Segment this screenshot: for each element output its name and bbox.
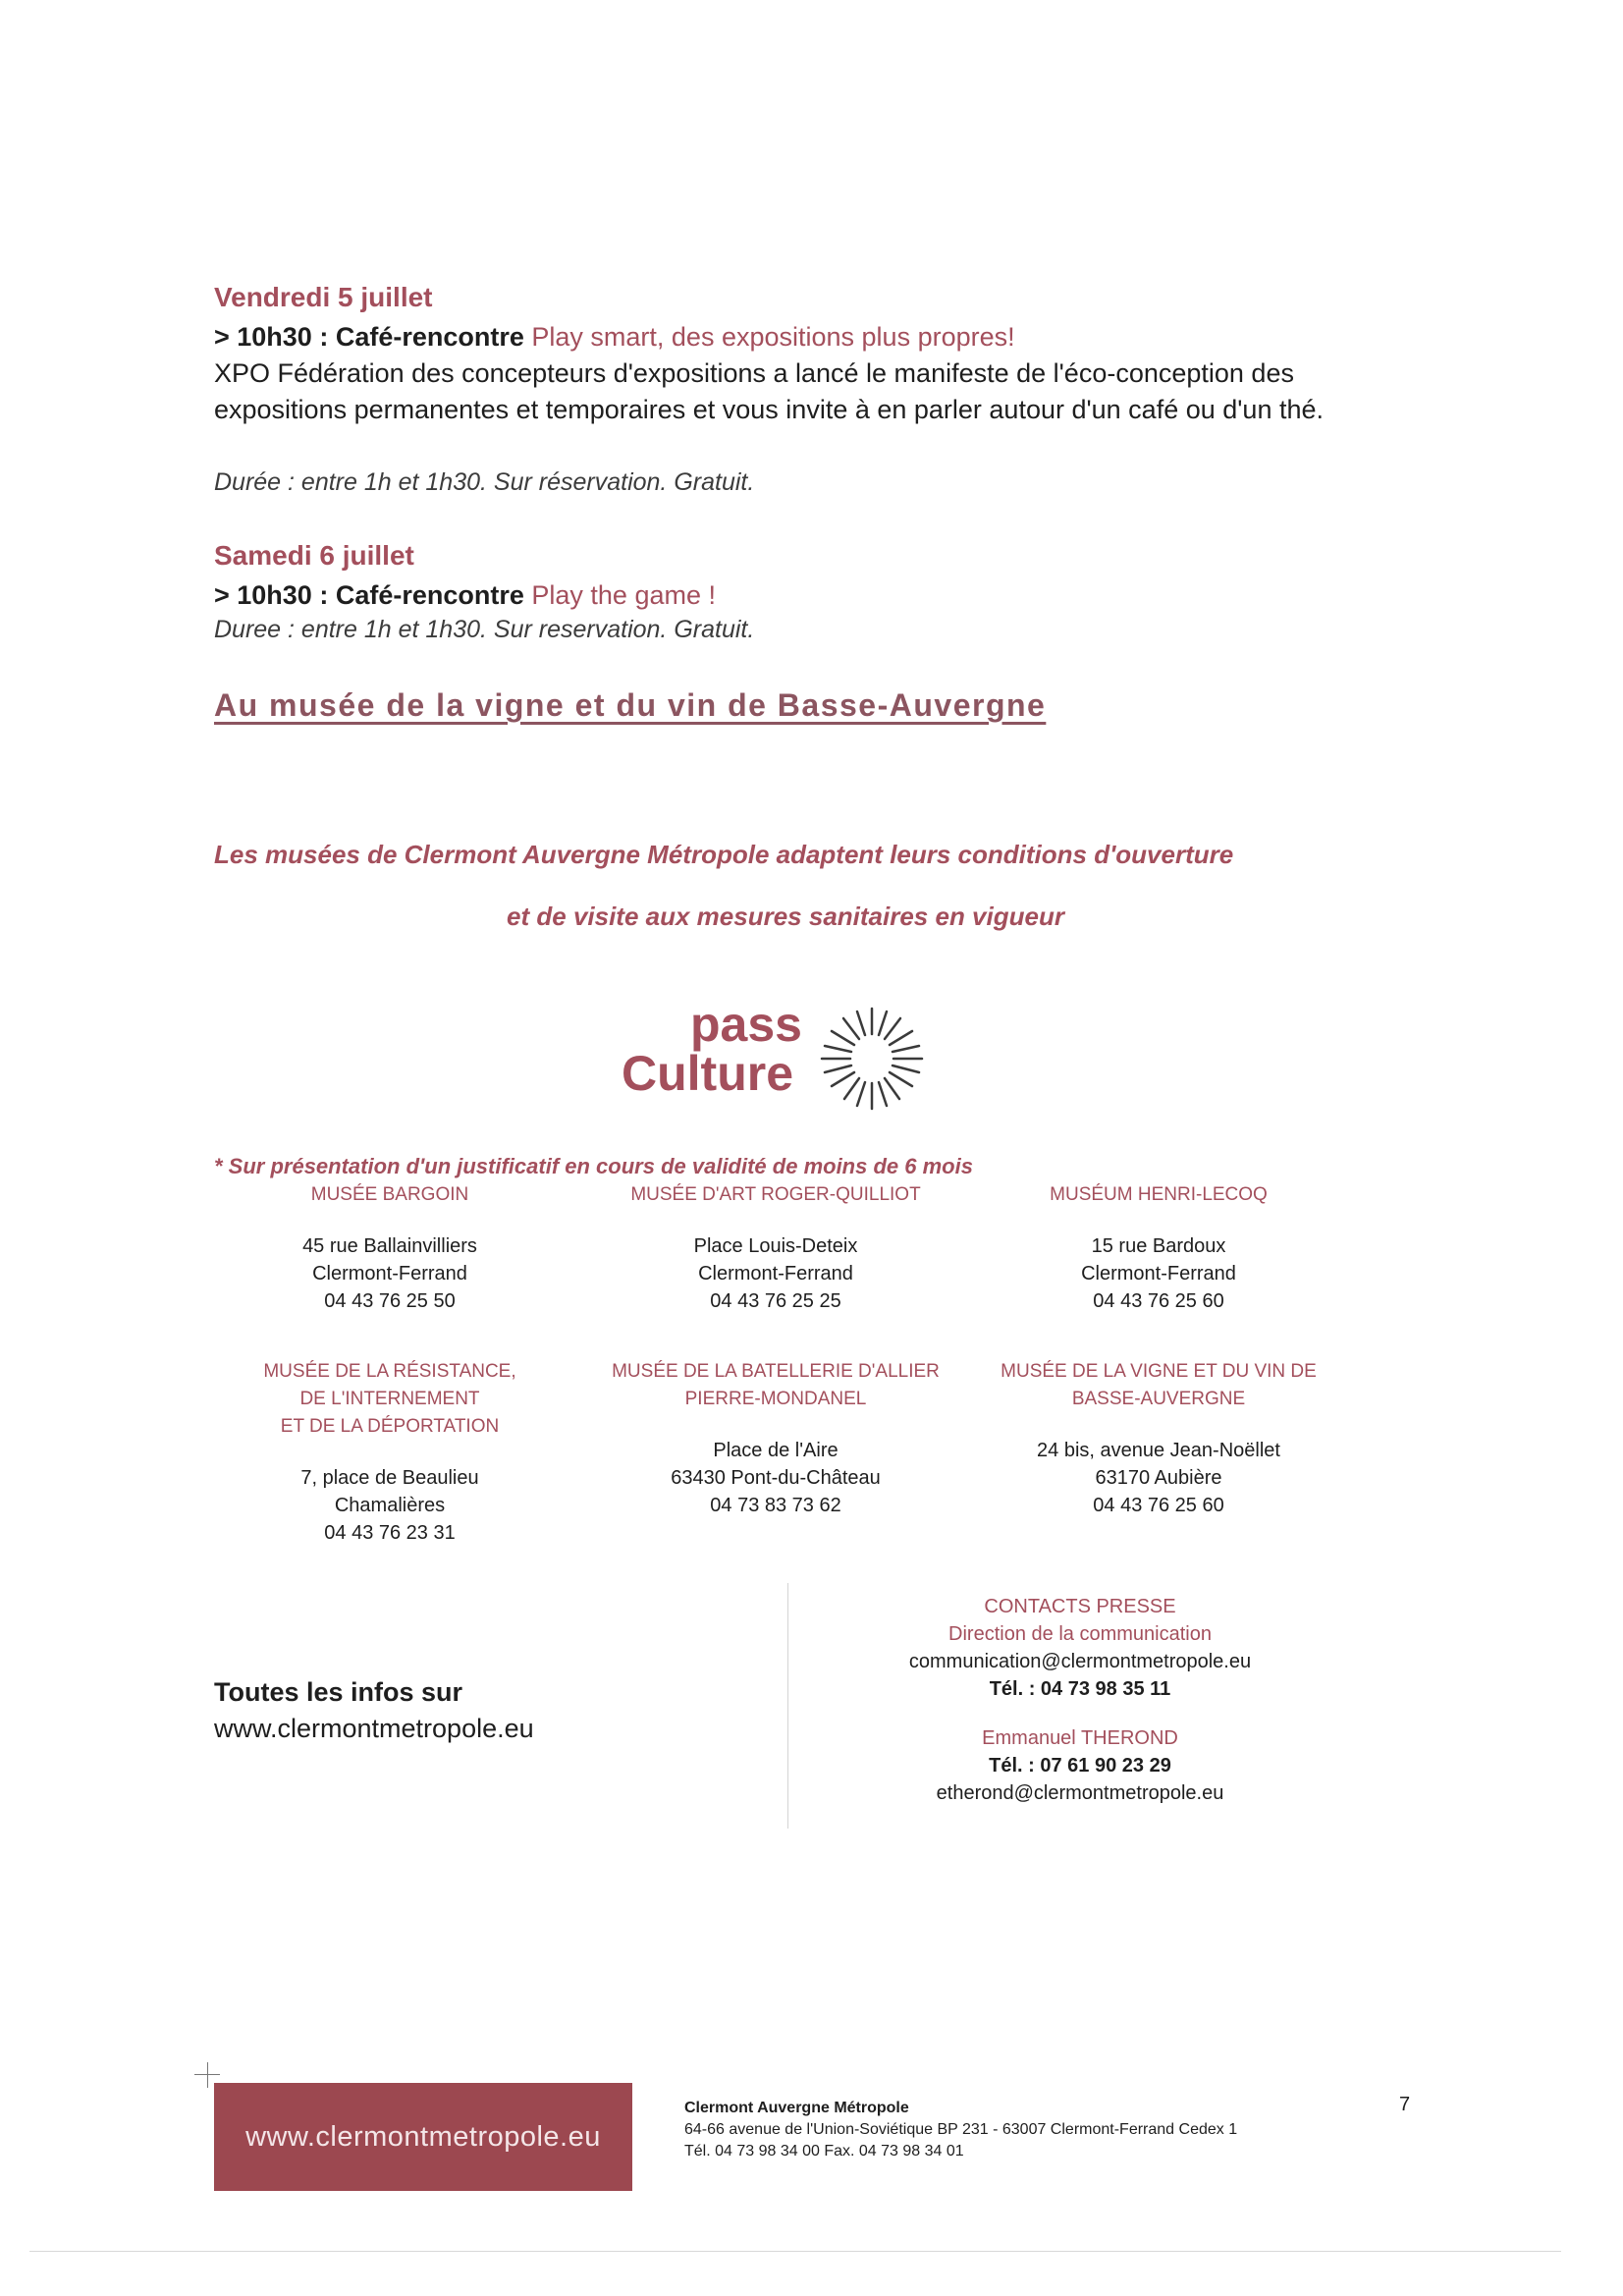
bottom-divider xyxy=(29,2251,1561,2252)
sunburst-icon xyxy=(818,1005,926,1113)
museum-card xyxy=(203,1358,576,1547)
address-line: 45 rue Ballainvilliers xyxy=(302,1235,477,1257)
section-title: Au musée de la vigne et du vin de Basse-Auvergne xyxy=(214,687,1047,723)
column-divider xyxy=(787,1583,788,1829)
address-line: Place Louis-Deteix xyxy=(693,1235,858,1257)
museum-name-line: MUSÉE DE LA BATELLERIE D'ALLIER xyxy=(612,1361,940,1382)
justification-note: * Sur présentation d'un justificatif en cours de validité de moins de 6 mois xyxy=(214,1154,973,1178)
address-line: Place de l'Aire xyxy=(713,1440,839,1461)
museum-name xyxy=(203,1358,576,1441)
logo-word-pass: pass xyxy=(690,997,802,1052)
address-phone: 04 73 83 73 62 xyxy=(710,1495,841,1516)
footer-info xyxy=(684,2098,1237,2162)
page-number: 7 xyxy=(1399,2094,1411,2115)
museum-name-line: MUSÉE DE LA RÉSISTANCE, xyxy=(263,1361,516,1382)
notice-line-1: Les musées de Clermont Auvergne Métropole adaptent leurs conditions d'ouverture xyxy=(214,840,1234,869)
museum-name: MUSÉUM HENRI-LECOQ xyxy=(1050,1184,1268,1205)
address-city: Clermont-Ferrand xyxy=(698,1263,853,1285)
museum-name xyxy=(589,1358,962,1413)
event-headline xyxy=(214,319,1015,355)
crop-mark xyxy=(207,2062,208,2088)
footer-address: 64-66 avenue de l'Union-Soviétique BP 231 - 63007 Clermont-Ferrand Cedex 1 xyxy=(684,2121,1238,2138)
museum-card xyxy=(203,1181,576,1315)
address-city: Clermont-Ferrand xyxy=(312,1263,467,1285)
museum-card xyxy=(972,1181,1345,1315)
footer-org-name: Clermont Auvergne Métropole xyxy=(684,2100,909,2116)
museum-card xyxy=(589,1358,962,1519)
event-time: > 10h30 : Café-rencontre xyxy=(214,580,524,610)
footer-website-banner[interactable] xyxy=(214,2083,632,2191)
address-line: 15 rue Bardoux xyxy=(1091,1235,1226,1257)
address-city: Clermont-Ferrand xyxy=(1081,1263,1236,1285)
address-line: 7, place de Beaulieu xyxy=(300,1467,479,1489)
contacts-email-link[interactable]: communication@clermontmetropole.eu xyxy=(908,1651,1252,1672)
infos-block xyxy=(214,1674,534,1747)
contact-person-phone: Tél. : 07 61 90 23 29 xyxy=(989,1755,1171,1777)
museum-name-line: BASSE-AUVERGNE xyxy=(1071,1389,1246,1409)
address-phone: 04 43 76 23 31 xyxy=(324,1522,456,1544)
press-contacts xyxy=(874,1593,1286,1807)
address-phone: 04 43 76 25 25 xyxy=(710,1290,841,1312)
museum-address xyxy=(972,1437,1345,1519)
contacts-title: CONTACTS PRESSE xyxy=(984,1596,1176,1617)
museum-name: MUSÉE D'ART ROGER-QUILLIOT xyxy=(630,1184,921,1205)
event-title: Play the game ! xyxy=(531,580,716,610)
contacts-department: Direction de la communication xyxy=(948,1623,1212,1645)
pass-culture-logo xyxy=(617,997,931,1115)
footer-phones: Tél. 04 73 98 34 00 Fax. 04 73 98 34 01 xyxy=(684,2143,964,2159)
museum-name xyxy=(972,1358,1345,1413)
museum-address xyxy=(589,1437,962,1519)
museum-address xyxy=(203,1232,576,1315)
event-date: Vendredi 5 juillet xyxy=(214,282,433,312)
museum-name-line: DE L'INTERNEMENT xyxy=(299,1389,480,1409)
infos-label: Toutes les infos sur xyxy=(214,1677,463,1707)
museum-name-line: MUSÉE DE LA VIGNE ET DU VIN DE xyxy=(1001,1361,1317,1382)
museum-address xyxy=(203,1464,576,1547)
address-line: 24 bis, avenue Jean-Noëllet xyxy=(1037,1440,1280,1461)
contact-person-email-link[interactable]: etherond@clermontmetropole.eu xyxy=(936,1782,1224,1804)
logo-word-culture: Culture xyxy=(622,1046,793,1101)
address-phone: 04 43 76 25 60 xyxy=(1093,1290,1224,1312)
museum-card xyxy=(972,1358,1345,1519)
museum-name-line: ET DE LA DÉPORTATION xyxy=(280,1416,500,1437)
infos-website-link[interactable]: www.clermontmetropole.eu xyxy=(214,1714,534,1743)
event-date: Samedi 6 juillet xyxy=(214,540,414,571)
address-phone: 04 43 76 25 60 xyxy=(1093,1495,1224,1516)
museum-address xyxy=(972,1232,1345,1315)
address-city: Chamalières xyxy=(334,1495,446,1516)
event-title: Play smart, des expositions plus propres! xyxy=(531,322,1015,352)
museum-card xyxy=(589,1181,962,1315)
footer-website-link[interactable]: www.clermontmetropole.eu xyxy=(245,2120,601,2153)
museum-name-line: PIERRE-MONDANEL xyxy=(684,1389,867,1409)
address-city: 63430 Pont-du-Château xyxy=(671,1467,881,1489)
contact-person-name: Emmanuel THEROND xyxy=(982,1727,1178,1749)
address-city: 63170 Aubière xyxy=(1095,1467,1222,1489)
event-info: Durée : entre 1h et 1h30. Sur réservation. Gratuit. xyxy=(214,468,755,496)
event-headline xyxy=(214,577,716,614)
event-description: XPO Fédération des concepteurs d'expositions a lancé le manifeste de l'éco-conception des expositions permanentes et temporaires et vous invite à en parler autour d'un café ou d'un thé. xyxy=(214,358,1324,424)
museum-address xyxy=(589,1232,962,1315)
contacts-phone: Tél. : 04 73 98 35 11 xyxy=(989,1678,1171,1700)
event-info: Duree : entre 1h et 1h30. Sur reservation. Gratuit. xyxy=(214,616,755,643)
museum-name: MUSÉE BARGOIN xyxy=(310,1184,469,1205)
event-time: > 10h30 : Café-rencontre xyxy=(214,322,524,352)
notice-line-2: et de visite aux mesures sanitaires en vigueur xyxy=(507,902,1064,931)
address-phone: 04 43 76 25 50 xyxy=(324,1290,456,1312)
